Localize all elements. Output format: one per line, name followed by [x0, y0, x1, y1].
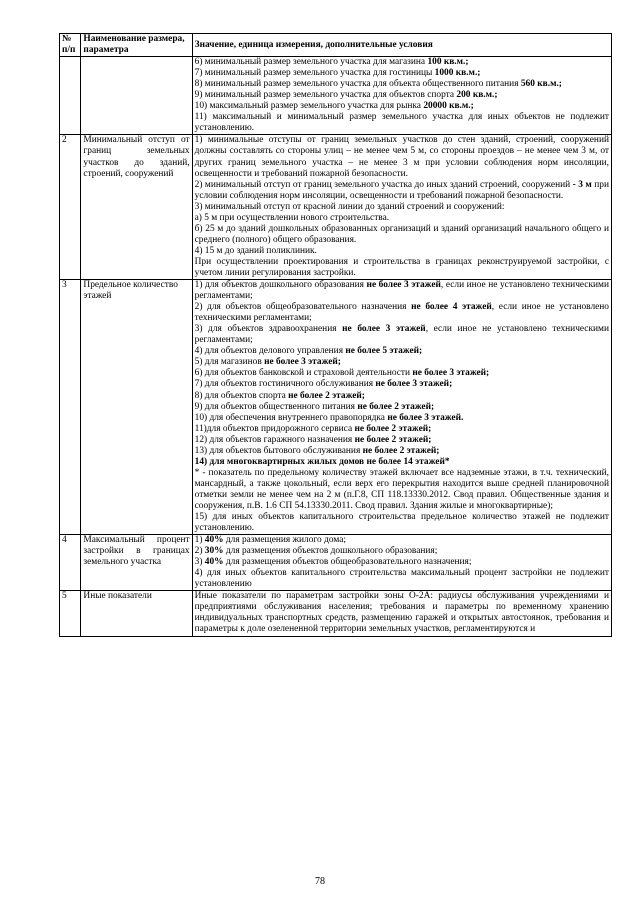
list-item: 4) для объектов делового управления не более 5 этажей;: [194, 346, 423, 357]
cell-num: [60, 57, 81, 135]
cell-num: 3: [60, 280, 81, 535]
table-row-floors: [60, 280, 612, 535]
list-item: 4) 15 м до зданий поликлиник.: [194, 245, 317, 256]
cell-name: Минимальный отступ от границ земельных участков до зданий, строений, сооружений: [81, 135, 192, 280]
list-item: 14) для многоквартирных жилых домов не более 14 этажей*: [194, 456, 450, 467]
header-num: № п/п: [60, 34, 81, 57]
list-item: 2) минимальный отступ от границ земельного участка до иных зданий строений, сооружений - 3 м при условии соблюдения норм инсоляции, освещенности и требований пожарной безопасности.: [194, 179, 609, 201]
document-page: [59, 33, 612, 637]
list-item: 9) для объектов общественного питания не более 2 этажей;: [194, 401, 435, 412]
list-item: 3) 40% для размещения объектов общеобразовательного назначения;: [194, 557, 472, 568]
parameters-table: [59, 33, 612, 637]
list-item: При осуществлении проектирования и строительства в границах реконструируемой застройки, с учетом линии регулирования застройки.: [194, 256, 609, 278]
list-item: 1) для объектов дошкольного образования не более 3 этажей, если иное не установлено техническими регламентами;: [194, 280, 609, 302]
list-item: 7) для объектов гостиничного обслуживания не более 3 этажей;: [194, 379, 453, 390]
list-item: 13) для объектов бытового обслуживания не более 2 этажей;: [194, 445, 440, 456]
table-row-other: [60, 591, 612, 636]
list-item: 11)для объектов придорожного сервиса не более 2 этажей;: [194, 423, 432, 434]
list-item: 8) минимальный размер земельного участка для объекта общественного питания 560 кв.м.;: [194, 79, 562, 90]
list-item: 10) максимальный размер земельного участка для рынка 20000 кв.м.;: [194, 101, 474, 112]
list-item: 2) для объектов общеобразовательного назначения не более 4 этажей, если иное не установлено техническими регламентами;: [194, 302, 609, 324]
cell-value: [192, 535, 611, 591]
list-item: 6) для объектов банковской и страховой деятельности не более 3 этажей;: [194, 368, 490, 379]
cell-num: 4: [60, 535, 81, 591]
list-item: 3) минимальный отступ от красной линии до зданий строений и сооружений:: [194, 201, 505, 212]
cell-name: Иные показатели: [81, 591, 192, 636]
header-name: Наименование размера, параметра: [81, 34, 192, 57]
list-item: 9) минимальный размер земельного участка для объектов спорта 200 кв.м.;: [194, 90, 498, 101]
list-item: 12) для объектов гаражного назначения не более 2 этажей;: [194, 434, 432, 445]
list-item: 7) минимальный размер земельного участка для гостиницы 1000 кв.м.;: [194, 68, 481, 79]
cell-value: [192, 135, 611, 280]
page-number: 78: [315, 876, 325, 887]
table-row-continued: [60, 57, 612, 135]
list-item: 10) для обеспечения внутреннего правопорядка не более 3 этажей.: [194, 412, 464, 423]
table-header-row: [60, 34, 612, 57]
list-item: а) 5 м при осуществлении нового строительства.: [194, 212, 390, 223]
list-item: 4) для иных объектов капитального строительства максимальный процент застройки не подлежит установлению: [194, 568, 609, 590]
footnote: * - показатель по предельному количеству этажей включает все надземные этажи, в т.ч. технический, мансардный, а также цокольный, если верх его перекрытия находится выше средней планировочной отметки земли не менее чем на 2 м (п.Г.8, СП 118.13330.2012. Свод правил. Общественные здания и сооружения, п.В. 1.6 СП 54.13330.2011. Свод правил. Здания жилые и многоквартирные);: [194, 467, 609, 511]
cell-num: 2: [60, 135, 81, 280]
list-item: 3) для объектов здравоохранения не более 3 этажей, если иное не установлено техническими регламентами;: [194, 324, 609, 346]
list-item: 1) минимальные отступы от границ земельных участков до стен зданий, строений, сооружений должны составлять со стороны улиц – не менее чем 5 м, со стороны проездов – не менее чем 3 м, от других границ земельного участка – не менее 3 м при условии соблюдения норм инсоляции, освещенности и требований пожарной безопасности.: [194, 135, 609, 179]
cell-name: Максимальный процент застройки в границах земельного участка: [81, 535, 192, 591]
list-item: 11) максимальный и минимальный размер земельного участка для иных объектов не подлежит установлению.: [194, 112, 609, 134]
table-row-setbacks: [60, 135, 612, 280]
cell-value: [192, 57, 611, 135]
list-item: 5) для магазинов не более 3 этажей;: [194, 357, 341, 368]
header-value: Значение, единица измерения, дополнительные условия: [192, 34, 611, 57]
list-item: б) 25 м до зданий дошкольных образованных организаций и зданий организаций начального общего и среднего (полного) общего образования.: [194, 223, 609, 245]
list-item: 2) 30% для размещения объектов дошкольного образования;: [194, 546, 438, 557]
cell-num: 5: [60, 591, 81, 636]
list-item: 15) для иных объектов капитального строительства предельное количество этажей не подлежит установлению.: [194, 512, 609, 534]
table-row-coverage: [60, 535, 612, 591]
list-item: 1) 40% для размещения жилого дома;: [194, 535, 346, 546]
list-item: 6) минимальный размер земельного участка для магазина 100 кв.м.;: [194, 57, 469, 68]
cell-name: [81, 57, 192, 135]
list-item: 8) для объектов спорта не более 2 этажей;: [194, 390, 365, 401]
cell-name: Предельное количество этажей: [81, 280, 192, 535]
cell-value: Иные показатели по параметрам застройки зоны О-2А: радиусы обслуживания учреждениями и предприятиями обслуживания населения; требования и параметры по временному хранению индивидуальных транспортных средств, размещению гаражей и открытых автостоянок, требования и параметры к доле озелененной территории земельных участков, регламентируются и: [192, 591, 611, 636]
cell-value: [192, 280, 611, 535]
